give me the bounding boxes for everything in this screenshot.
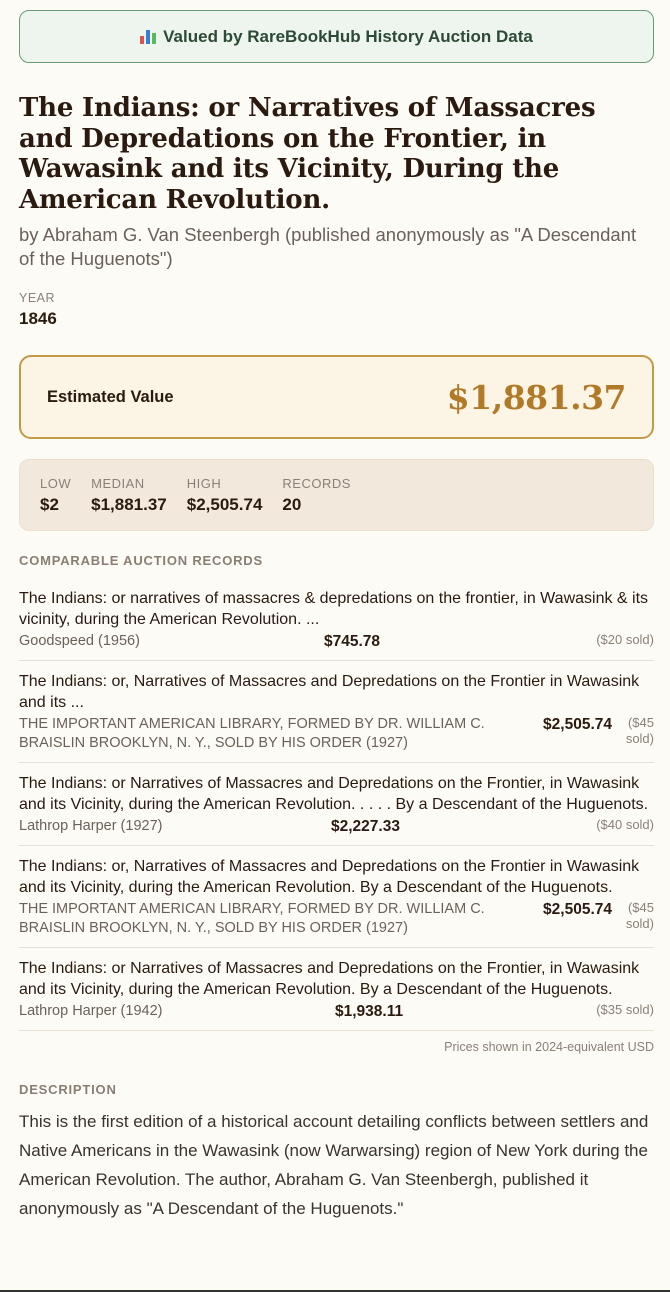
record-sold: ($45 sold) <box>625 715 654 746</box>
stat-median-value: $1,881.37 <box>91 495 167 514</box>
price-stats <box>19 459 654 531</box>
stat-median-label: MEDIAN <box>91 476 145 491</box>
record-title: The Indians: or Narratives of Massacres and Depredations on the Frontier, in Wawasink and its Vicinity, during the American Revolution. . . . . By a Descendant of the Huguenots. <box>19 775 649 813</box>
stat-records-value: 20 <box>282 495 302 514</box>
stat-high-value: $2,505.74 <box>186 495 263 514</box>
auction-record[interactable] <box>19 661 654 763</box>
description-text: This is the first edition of a historical account detailing conflicts between settlers and Native Americans in the Wawasink (now Warwarsing) region of New York during the American Revolution. The author, Abraham G. Van Steenbergh, published it anonymously as "A Descendant of the Huguenots." <box>19 1112 649 1218</box>
bar-chart-icon <box>140 29 156 44</box>
record-sold: ($20 sold) <box>596 632 654 647</box>
book-byline: by Abraham G. Van Steenbergh (published anonymously as "A Descendant of the Huguenots") <box>19 224 637 269</box>
record-price: $745.78 <box>324 633 381 650</box>
stat-records <box>282 476 351 530</box>
record-source: THE IMPORTANT AMERICAN LIBRARY, FORMED BY DR. WILLIAM C. BRAISLIN BROOKLYN, N. Y., SOLD BY HIS ORDER (1927) <box>19 901 485 936</box>
stat-low-label: LOW <box>40 476 72 491</box>
record-source: Goodspeed (1956) <box>19 633 140 649</box>
estimated-value-amount: $1,881.37 <box>446 377 626 417</box>
record-price: $2,227.33 <box>331 818 400 835</box>
year-value: 1846 <box>19 309 57 328</box>
record-price: $2,505.74 <box>543 716 612 733</box>
stat-high <box>187 476 263 530</box>
record-source: Lathrop Harper (1927) <box>19 818 163 834</box>
valuation-banner <box>19 10 654 63</box>
estimated-value-card <box>19 355 654 439</box>
record-price: $2,505.74 <box>543 901 612 918</box>
record-title: The Indians: or narratives of massacres & depredations on the frontier, in Wawasink & its vicinity, during the American Revolution. ... <box>19 590 649 628</box>
auction-record[interactable] <box>19 763 654 846</box>
record-sold: ($35 sold) <box>596 1002 654 1017</box>
record-title: The Indians: or, Narratives of Massacres and Depredations on the Frontier in Wawasink and its Vicinity, during the American Revolution. By a Descendant of the Huguenots. <box>19 858 640 896</box>
estimated-value-label: Estimated Value <box>47 387 174 406</box>
description-heading: DESCRIPTION <box>19 1082 117 1097</box>
auction-record[interactable] <box>19 846 654 948</box>
auction-record[interactable] <box>19 588 654 661</box>
banner-text: Valued by RareBookHub History Auction Data <box>163 26 533 46</box>
stat-low <box>40 476 71 530</box>
book-title: The Indians: or Narratives of Massacres and Depredations on the Frontier, in Wawasink and its Vicinity, During the American Revolution. <box>19 93 596 215</box>
record-price: $1,938.11 <box>335 1003 404 1020</box>
year-label: YEAR <box>19 291 56 305</box>
stat-high-label: HIGH <box>186 476 222 491</box>
record-sold: ($45 sold) <box>625 900 654 931</box>
stat-records-label: RECORDS <box>282 476 351 491</box>
record-sold: ($40 sold) <box>596 817 654 832</box>
price-footnote: Prices shown in 2024-equivalent USD <box>444 1040 654 1054</box>
record-title: The Indians: or, Narratives of Massacres and Depredations on the Frontier in Wawasink and its ... <box>19 673 640 711</box>
record-source: Lathrop Harper (1942) <box>19 1003 163 1019</box>
auction-records-list <box>19 588 654 1031</box>
stat-low-value: $2 <box>40 495 59 514</box>
record-title: The Indians: or Narratives of Massacres and Depredations on the Frontier, in Wawasink and its Vicinity, during the American Revolution. By a Descendant of the Huguenots. <box>19 960 640 998</box>
auction-record[interactable] <box>19 948 654 1031</box>
records-heading: COMPARABLE AUCTION RECORDS <box>19 553 263 568</box>
record-source: THE IMPORTANT AMERICAN LIBRARY, FORMED BY DR. WILLIAM C. BRAISLIN BROOKLYN, N. Y., SOLD BY HIS ORDER (1927) <box>19 716 485 751</box>
stat-median <box>91 476 167 530</box>
